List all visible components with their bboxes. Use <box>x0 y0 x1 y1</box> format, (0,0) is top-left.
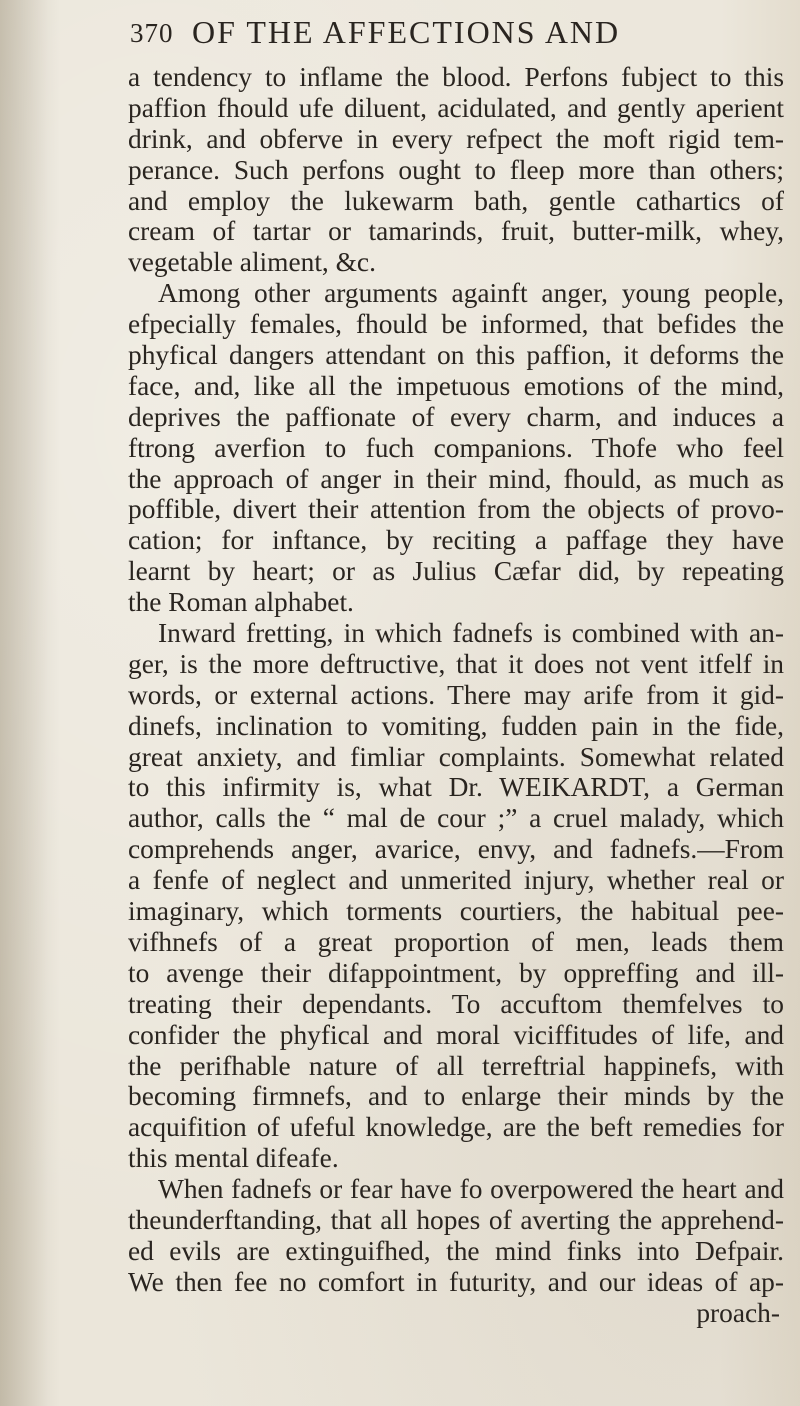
text-line: vifhnefs of a great proportion of men, leads them <box>128 926 784 957</box>
text-line: words, or external actions. There may arife from it gid- <box>128 679 784 710</box>
text-line: a fenfe of neglect and unmerited injury, whether real or <box>128 865 784 896</box>
text-line: When fadnefs or fear have fo overpowered the heart and <box>158 1174 784 1205</box>
text-line: Among other arguments againft anger, young people, <box>158 278 784 309</box>
text-line: becoming firmnefs, and to enlarge their minds by the <box>128 1081 784 1112</box>
text-line: ger, is the more deftructive, that it does not vent itfelf in <box>128 648 784 679</box>
text-line: poffible, divert their attention from the objects of provo- <box>128 494 784 525</box>
text-line: face, and, like all the impetuous emotions of the mind, <box>128 370 784 401</box>
text-line: dinefs, inclination to vomiting, fudden pain in the fide, <box>128 710 784 741</box>
text-line: imaginary, which torments courtiers, the habitual pee- <box>128 896 784 927</box>
text-line: perance. Such perfons ought to fleep more than others; <box>128 154 784 185</box>
text-line: cation; for inftance, by reciting a paffage they have <box>128 525 784 556</box>
text-line: cream of tartar or tamarinds, fruit, butter-milk, whey, <box>128 216 784 247</box>
text-line: to avenge their difappointment, by oppreffing and ill- <box>128 957 784 988</box>
text-line: vegetable aliment, &c. <box>128 247 376 278</box>
text-line: We then fee no comfort in futurity, and our ideas of ap- <box>128 1266 784 1297</box>
text-line: great anxiety, and fimliar complaints. Somewhat related <box>128 741 784 772</box>
text-line: acquifition of ufeful knowledge, are the beft remedies for <box>128 1112 784 1143</box>
text-line: theunderftanding, that all hopes of averting the apprehend- <box>128 1204 784 1235</box>
text-line: learnt by heart; or as Julius Cæfar did, by repeating <box>128 556 784 587</box>
text-line: the approach of anger in their mind, fhould, as much as <box>128 463 784 494</box>
text-line: Inward fretting, in which fadnefs is combined with an- <box>158 618 784 649</box>
text-line: author, calls the “ mal de cour ;” a cruel malady, which <box>128 803 784 834</box>
body-text <box>128 62 784 1329</box>
running-head: OF THE AFFECTIONS AND <box>192 14 621 50</box>
text-line: ed evils are extinguifhed, the mind finks into Defpair. <box>128 1235 784 1266</box>
binding-shadow <box>0 0 60 1406</box>
text-line: proach- <box>696 1297 780 1328</box>
page-header <box>130 14 770 64</box>
text-line: and employ the lukewarm bath, gentle cathartics of <box>128 185 784 216</box>
text-line: comprehends anger, avarice, envy, and fadnefs.—From <box>128 834 784 865</box>
text-line: phyfical dangers attendant on this paffion, it deforms the <box>128 340 784 371</box>
text-line: efpecially females, fhould be informed, that befides the <box>128 309 784 340</box>
text-line: paffion fhould ufe diluent, acidulated, and gently aperient <box>128 92 784 123</box>
text-line: drink, and obferve in every refpect the moft rigid tem- <box>128 123 784 154</box>
text-line: treating their dependants. To accuftom themfelves to <box>128 988 784 1019</box>
page-number: 370 <box>130 18 174 48</box>
text-line: confider the phyfical and moral viciffitudes of life, and <box>128 1019 784 1050</box>
text-line: a tendency to inflame the blood. Perfons fubject to this <box>128 62 784 92</box>
text-line: ftrong averfion to fuch companions. Thofe who feel <box>128 432 784 463</box>
text-line: this mental difeafe. <box>128 1143 339 1174</box>
text-line: the Roman alphabet. <box>128 587 354 618</box>
text-line: to this infirmity is, what Dr. WEIKARDT, a German <box>128 772 784 803</box>
text-line: the perifhable nature of all terreftrial happinefs, with <box>128 1050 784 1081</box>
text-line: deprives the paffionate of every charm, and induces a <box>128 401 784 432</box>
